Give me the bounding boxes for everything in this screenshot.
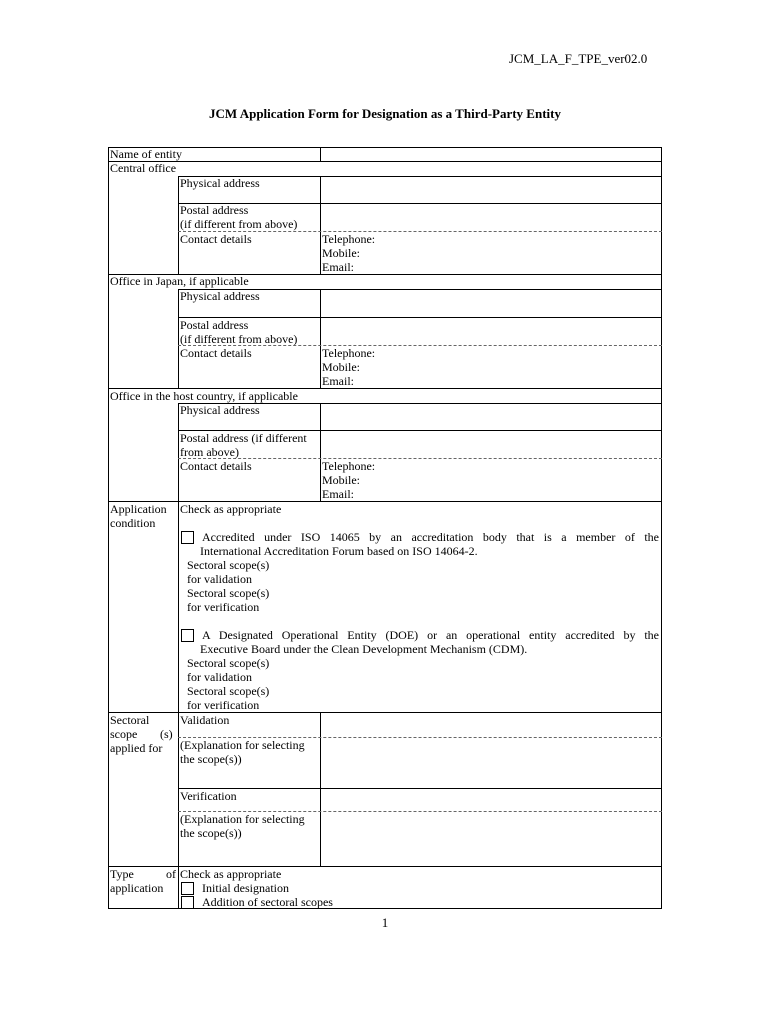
validation-label: Validation <box>180 713 230 727</box>
japan-email-label[interactable]: Email: <box>322 374 354 388</box>
type-check-instruction: Check as appropriate <box>180 867 282 881</box>
verification-scope-field[interactable] <box>321 789 661 811</box>
page-number: 1 <box>381 915 389 930</box>
doe-sectoral-verification-label: Sectoral scope(s) <box>187 684 270 698</box>
japan-postal-address-label: Postal address <box>180 318 249 332</box>
type-of-application-label-2: application <box>110 881 164 895</box>
doe-checkbox[interactable] <box>181 629 194 642</box>
application-condition-label: Application <box>110 502 167 516</box>
japan-postal-address-field[interactable] <box>321 318 661 345</box>
iso-sectoral-validation-label-2: for validation <box>187 572 252 586</box>
central-office-label: Central office <box>110 161 177 175</box>
validation-explanation-label-2: the scope(s)) <box>180 752 242 766</box>
japan-mobile-label[interactable]: Mobile: <box>322 360 360 374</box>
name-of-entity-field[interactable] <box>321 148 661 161</box>
page-title: JCM Application Form for Designation as a Third-Party Entity <box>209 106 561 121</box>
doe-option-text-2: Executive Board under the Clean Development Mechanism (CDM). <box>200 642 528 656</box>
doe-sectoral-verification-label-2: for verification <box>187 698 260 712</box>
japan-postal-address-note: (if different from above) <box>180 332 298 346</box>
doe-option-text: A Designated Operational Entity (DOE) or an operational entity accredited by the <box>202 628 659 642</box>
host-mobile-label[interactable]: Mobile: <box>322 473 360 487</box>
verification-label: Verification <box>180 789 237 803</box>
sectoral-scope-applied-label-3: applied for <box>110 741 163 755</box>
condition-check-instruction: Check as appropriate <box>180 502 282 516</box>
central-telephone-label[interactable]: Telephone: <box>322 232 376 246</box>
verification-explanation-label: (Explanation for selecting <box>180 812 305 826</box>
central-physical-address-label: Physical address <box>180 176 260 190</box>
validation-explanation-label: (Explanation for selecting <box>180 738 305 752</box>
iso14065-option-text: Accredited under ISO 14065 by an accreditation body that is a member of the <box>202 530 659 544</box>
central-mobile-label[interactable]: Mobile: <box>322 246 360 260</box>
iso-sectoral-verification-label-2: for verification <box>187 600 260 614</box>
host-email-label[interactable]: Email: <box>322 487 354 501</box>
type-of-application-label-of: of <box>166 867 176 881</box>
document-code: JCM_LA_F_TPE_ver02.0 <box>509 51 648 66</box>
office-host-label: Office in the host country, if applicable <box>110 389 298 403</box>
office-japan-label: Office in Japan, if applicable <box>110 274 249 288</box>
initial-designation-checkbox[interactable] <box>181 882 194 895</box>
iso14065-checkbox[interactable] <box>181 531 194 544</box>
host-physical-address-field[interactable] <box>321 404 661 430</box>
initial-designation-label: Initial designation <box>202 881 289 895</box>
validation-explanation-field[interactable] <box>321 738 661 788</box>
verification-explanation-field[interactable] <box>321 812 661 866</box>
japan-physical-address-label: Physical address <box>180 289 260 303</box>
central-email-label[interactable]: Email: <box>322 260 354 274</box>
host-telephone-label[interactable]: Telephone: <box>322 459 376 473</box>
sectoral-scope-applied-label-2a: scope <box>110 727 138 741</box>
type-of-application-label: Type <box>110 867 134 881</box>
iso-sectoral-verification-label: Sectoral scope(s) <box>187 586 270 600</box>
validation-scope-field[interactable] <box>321 713 661 737</box>
host-postal-address-field[interactable] <box>321 431 661 458</box>
host-postal-address-note: from above) <box>180 445 239 459</box>
central-contact-details-label: Contact details <box>180 232 252 246</box>
central-postal-address-label: Postal address <box>180 203 249 217</box>
central-physical-address-field[interactable] <box>321 177 661 203</box>
japan-physical-address-field[interactable] <box>321 290 661 317</box>
japan-contact-details-label: Contact details <box>180 346 252 360</box>
addition-scopes-checkbox[interactable] <box>181 896 194 909</box>
host-postal-address-label: Postal address (if different <box>180 431 307 445</box>
sectoral-scope-applied-label: Sectoral <box>110 713 150 727</box>
host-contact-details-label: Contact details <box>180 459 252 473</box>
iso14065-option-text-2: International Accreditation Forum based on ISO 14064-2. <box>200 544 478 558</box>
central-postal-address-note: (if different from above) <box>180 217 298 231</box>
addition-scopes-label: Addition of sectoral scopes <box>202 895 333 909</box>
doe-sectoral-validation-label: Sectoral scope(s) <box>187 656 270 670</box>
sectoral-scope-applied-label-2b: (s) <box>160 727 173 741</box>
central-postal-address-field[interactable] <box>321 204 661 231</box>
doe-sectoral-validation-label-2: for validation <box>187 670 252 684</box>
application-condition-label-2: condition <box>110 516 156 530</box>
host-physical-address-label: Physical address <box>180 403 260 417</box>
iso-sectoral-validation-label: Sectoral scope(s) <box>187 558 270 572</box>
japan-telephone-label[interactable]: Telephone: <box>322 346 376 360</box>
name-of-entity-label: Name of entity <box>110 147 182 161</box>
verification-explanation-label-2: the scope(s)) <box>180 826 242 840</box>
